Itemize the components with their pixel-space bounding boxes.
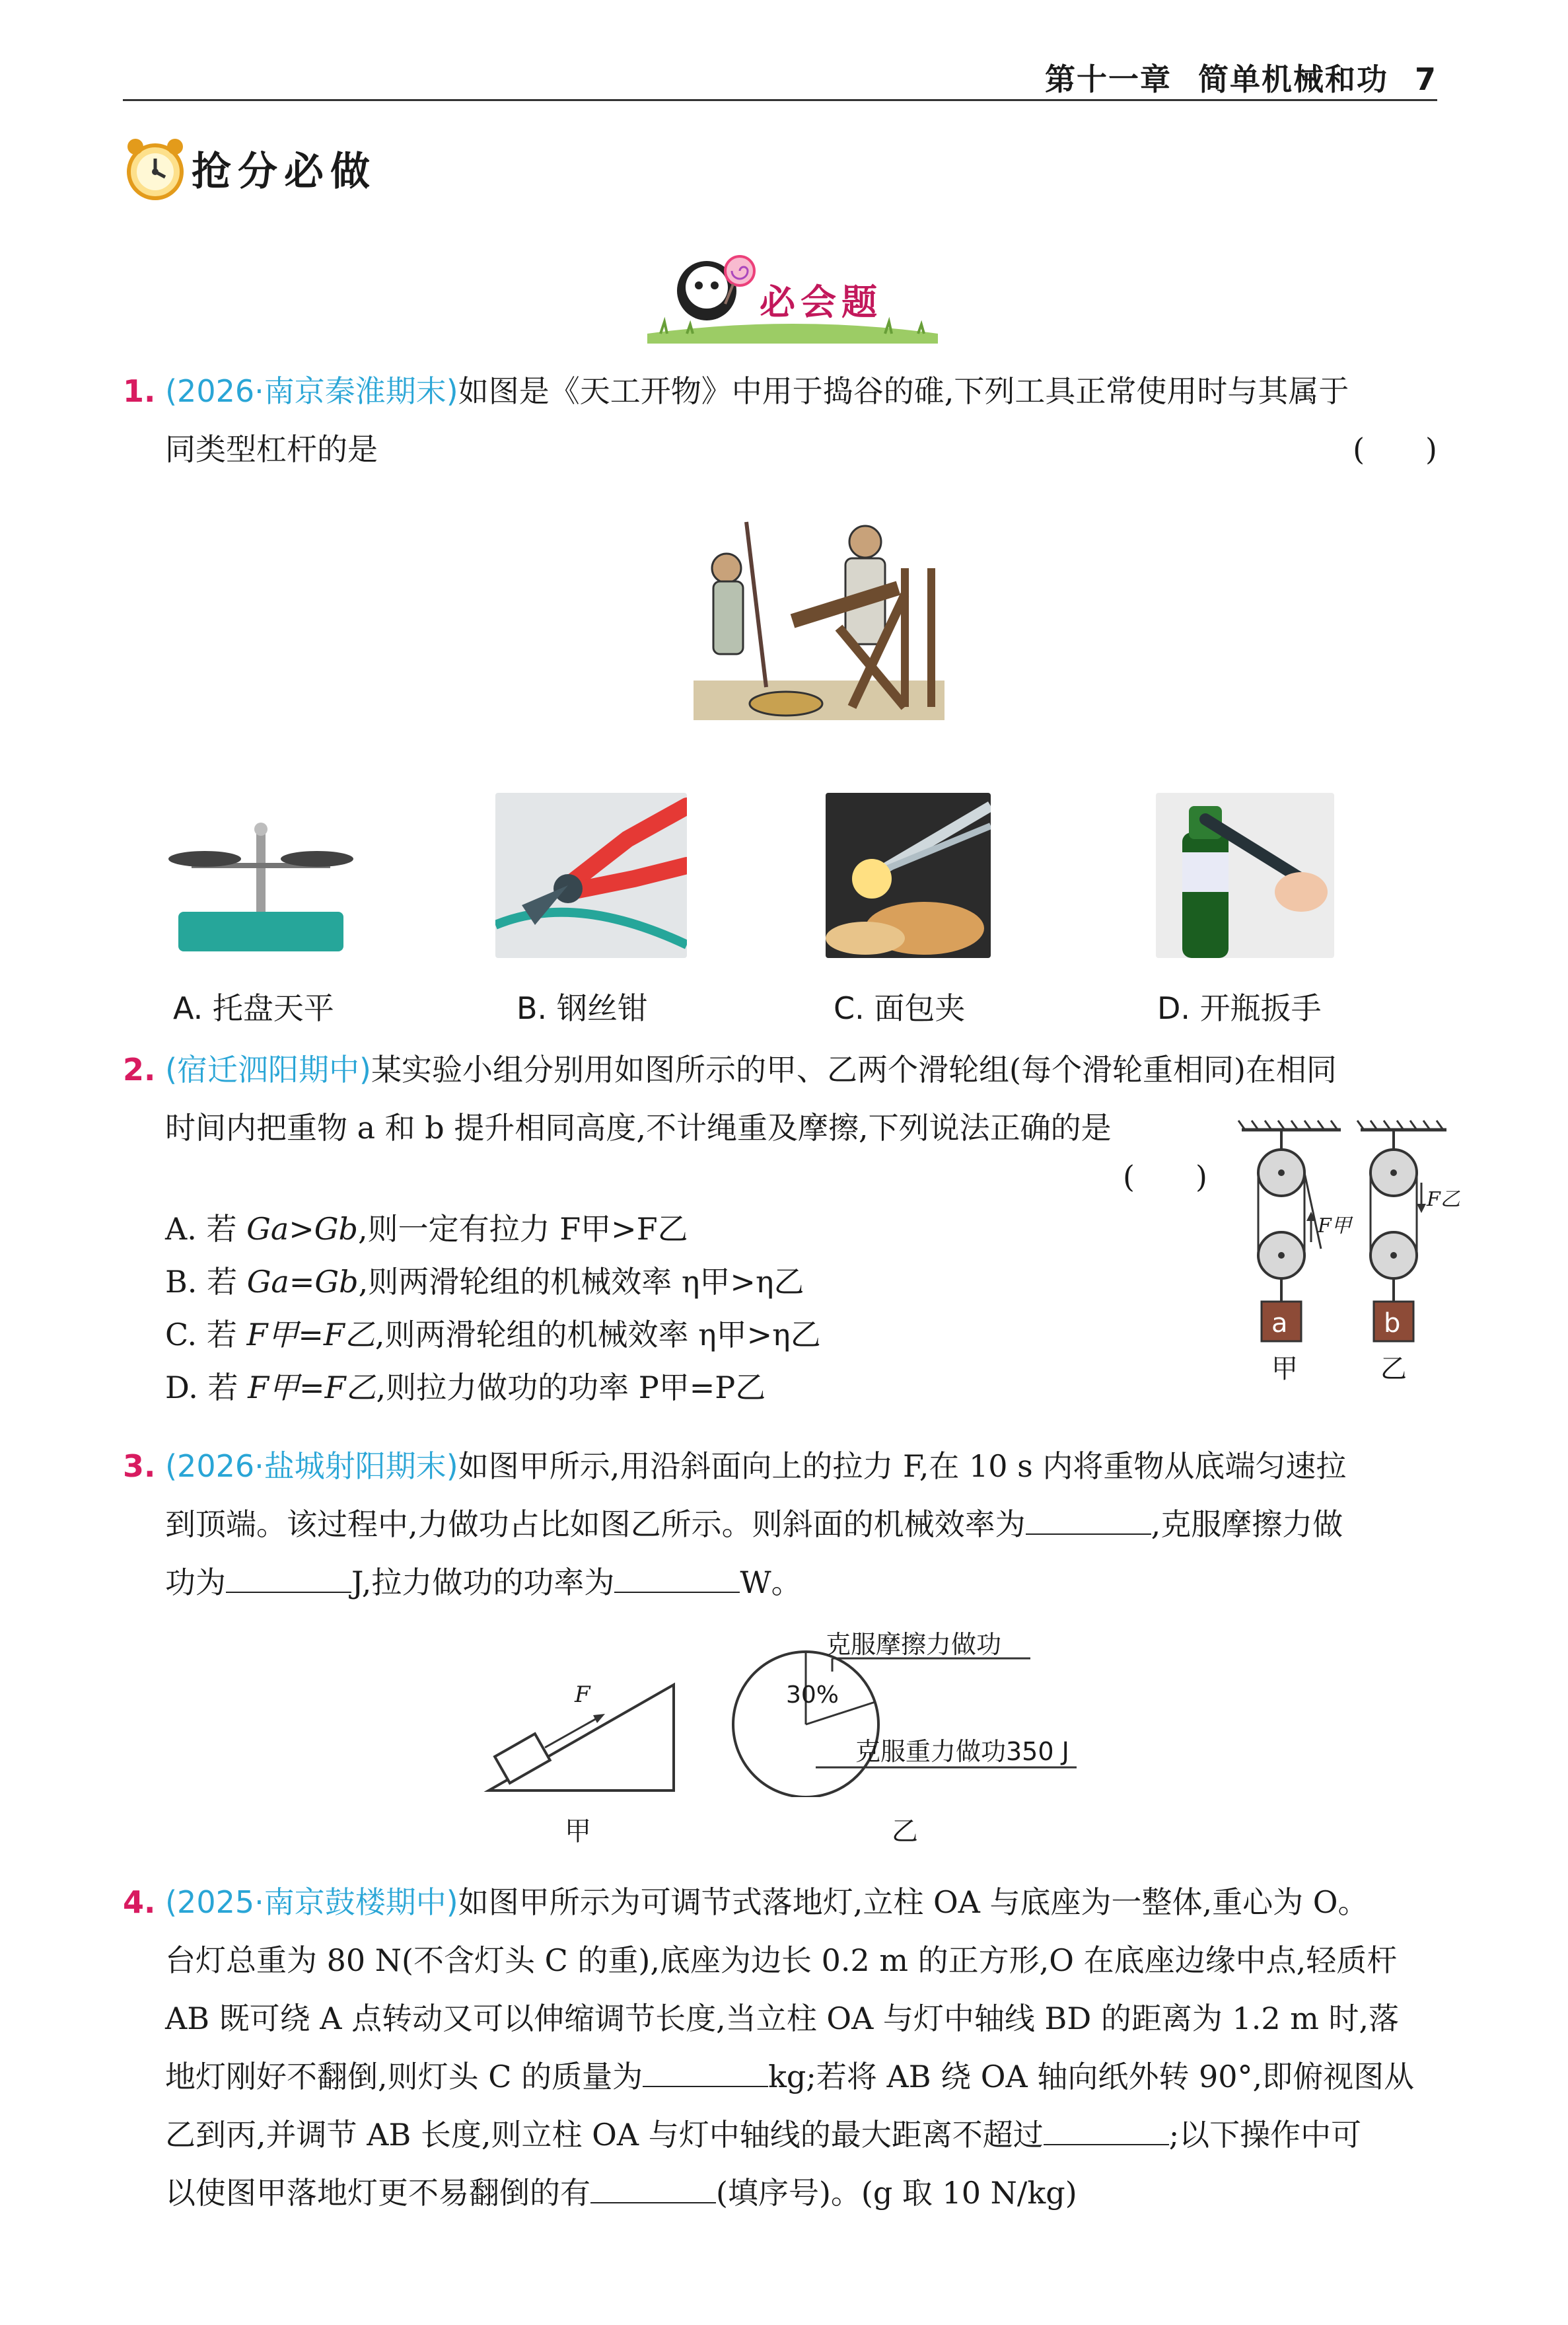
q4-line2: 台灯总重为 80 N(不含灯头 C 的重),底座为边长 0.2 m 的正方形,O 在底座边缘中点,轻质杆: [165, 1942, 1398, 1978]
page-header: [123, 53, 1437, 101]
q4-distance-blank[interactable]: [1044, 2118, 1169, 2145]
badge-text: 必会题: [760, 281, 882, 323]
question-4: [123, 1873, 1437, 2222]
q4-number: 4.: [123, 1884, 156, 1920]
q2-answer-paren: ( ): [1123, 1159, 1207, 1195]
q3-text-line2a: 到顶端。该过程中,力做功占比如图乙所示。则斜面的机械效率为: [165, 1506, 1026, 1542]
q2-text-line2: 时间内把重物 a 和 b 提升相同高度,不计绳重及摩擦,下列说法正确的是: [165, 1110, 1112, 1146]
q2-option-b[interactable]: [165, 1255, 1222, 1308]
q2-option-c-prefix: 若: [206, 1317, 237, 1352]
option-c-text: 面包夹: [874, 990, 966, 1026]
option-d-text: 开瓶扳手: [1199, 990, 1322, 1026]
q2-option-a[interactable]: [165, 1202, 1222, 1255]
q4-line1: 如图甲所示为可调节式落地灯,立柱 OA 与底座为一整体,重心为 O。: [458, 1884, 1369, 1920]
bottle-opener-icon: [1156, 793, 1334, 958]
option-c-label: C.: [834, 990, 865, 1026]
q3-text-line3a: 功为: [165, 1565, 226, 1600]
q4-line5a: 乙到丙,并调节 AB 长度,则立柱 OA 与灯中轴线的最大距离不超过: [165, 2117, 1044, 2153]
page-number: 7: [1414, 61, 1437, 97]
q3-efficiency-blank[interactable]: [1026, 1507, 1151, 1535]
q3-number: 3.: [123, 1448, 156, 1484]
q2-source: (宿迁泗阳期中): [165, 1052, 372, 1088]
q4-line3: AB 既可绕 A 点转动又可以伸缩调节长度,当立柱 OA 与灯中轴线 BD 的距离为 1.2 m 时,落: [165, 2001, 1400, 2036]
q4-line6a: 以使图甲落地灯更不易翻倒的有: [165, 2175, 590, 2211]
option-a-label: A.: [173, 990, 203, 1026]
q3-friction-work-blank[interactable]: [226, 1565, 351, 1593]
q2-option-a-label: A.: [165, 1211, 197, 1247]
alarm-clock-icon: [119, 132, 192, 205]
q2-option-d-prefix: 若: [207, 1370, 238, 1405]
force-jia-label: F甲: [1318, 1214, 1351, 1237]
q1-number: 1.: [123, 373, 156, 409]
incline-jia-label: 甲: [565, 1816, 591, 1847]
weight-a-label: a: [1271, 1308, 1288, 1339]
incline-force-label: F: [575, 1681, 590, 1708]
section-title: 抢分必做: [192, 149, 376, 195]
q4-mass-blank[interactable]: [643, 2059, 768, 2087]
section-badge: [634, 251, 951, 344]
q2-option-a-prefix: 若: [206, 1211, 237, 1247]
weight-b-label: b: [1384, 1308, 1401, 1339]
option-a-text: 托盘天平: [212, 990, 334, 1026]
pulley-yi-label: 乙: [1380, 1354, 1407, 1384]
q4-line4a: 地灯刚好不翻倒,则灯头 C 的质量为: [165, 2059, 643, 2094]
option-c-image: [826, 793, 991, 958]
q1-text-line2: 同类型杠杆的是: [165, 431, 378, 467]
q4-line5b: ;以下操作中可: [1168, 2117, 1362, 2153]
q3-text-line1: 如图甲所示,用沿斜面向上的拉力 F,在 10 s 内将重物从底端匀速拉: [458, 1448, 1347, 1484]
q2-option-d-expr: F甲=F乙: [248, 1370, 376, 1405]
option-b-label: B.: [517, 990, 548, 1026]
option-d-label: D.: [1157, 990, 1191, 1026]
option-b-image: [495, 793, 687, 958]
option-a[interactable]: [173, 984, 334, 1028]
q2-option-d[interactable]: [165, 1361, 1222, 1414]
q2-option-c-expr: F甲=F乙: [246, 1317, 375, 1352]
force-yi-label: F乙: [1427, 1188, 1460, 1211]
bread-tongs-icon: [826, 793, 991, 958]
q2-option-c-label: C.: [165, 1317, 197, 1352]
option-b-text: 钢丝钳: [556, 990, 648, 1026]
q3-power-blank[interactable]: [614, 1565, 740, 1593]
option-d[interactable]: [1157, 984, 1322, 1028]
q1-text-line1: 如图是《天工开物》中用于捣谷的碓,下列工具正常使用时与其属于: [458, 373, 1349, 409]
q4-options-blank[interactable]: [590, 2176, 716, 2203]
option-d-image: [1156, 793, 1334, 958]
q2-option-b-prefix: 若: [207, 1264, 238, 1300]
rice-pounder-illustration: [687, 515, 951, 727]
pulley-diagram: [1229, 1117, 1453, 1394]
option-a-image: [165, 793, 357, 958]
pie-yi-label: 乙: [892, 1816, 918, 1847]
chapter-title: 简单机械和功: [1197, 61, 1388, 97]
q3-text-line2b: ,克服摩擦力做: [1151, 1506, 1343, 1542]
q2-option-d-text: ,则拉力做功的功率 P甲=P乙: [376, 1370, 766, 1405]
q2-option-c[interactable]: [165, 1308, 1222, 1361]
q2-option-d-label: D.: [165, 1370, 198, 1405]
q2-option-b-label: B.: [165, 1264, 197, 1300]
friction-work-label: 克服摩擦力做功: [826, 1630, 1002, 1659]
option-c[interactable]: [834, 984, 965, 1028]
q2-option-c-text: ,则两滑轮组的机械效率 η甲>η乙: [374, 1317, 821, 1352]
q1-source: (2026·南京秦淮期末): [165, 373, 458, 409]
q2-option-a-expr: Ga>Gb: [246, 1211, 358, 1247]
balance-scale-icon: [165, 793, 357, 958]
chapter-number: 第十一章: [1044, 61, 1172, 97]
pie-percent-label: 30%: [786, 1681, 839, 1709]
pulley-jia-label: 甲: [1271, 1354, 1298, 1384]
q4-line4b: kg;若将 AB 绕 OA 轴向纸外转 90°,即俯视图从: [768, 2059, 1415, 2094]
gravity-work-label: 克服重力做功350 J: [855, 1737, 1069, 1766]
q2-options: [165, 1202, 1222, 1414]
q4-line6b: (填序号)。(g 取 10 N/kg): [716, 2175, 1077, 2211]
q3-text-line3c: W。: [740, 1565, 802, 1600]
question-1: [123, 362, 1437, 478]
header-text: [1018, 55, 1437, 99]
q2-option-b-expr: Ga=Gb: [246, 1264, 359, 1300]
q2-text-line1: 某实验小组分别用如图所示的甲、乙两个滑轮组(每个滑轮重相同)在相同: [371, 1052, 1337, 1088]
q2-option-a-text: ,则一定有拉力 F甲>F乙: [358, 1211, 688, 1247]
option-b[interactable]: [517, 984, 648, 1028]
q4-source: (2025·南京鼓楼期中): [165, 1884, 458, 1920]
q1-answer-paren: ( ): [1353, 431, 1437, 467]
question-3: [123, 1437, 1437, 1611]
q3-text-line3b: J,拉力做功的功率为: [351, 1565, 615, 1600]
work-pie-chart: [720, 1639, 1090, 1797]
q3-source: (2026·盐城射阳期末): [165, 1448, 458, 1484]
q2-option-b-text: ,则两滑轮组的机械效率 η甲>η乙: [358, 1264, 804, 1300]
q2-number: 2.: [123, 1052, 156, 1088]
wire-pliers-icon: [495, 793, 687, 958]
